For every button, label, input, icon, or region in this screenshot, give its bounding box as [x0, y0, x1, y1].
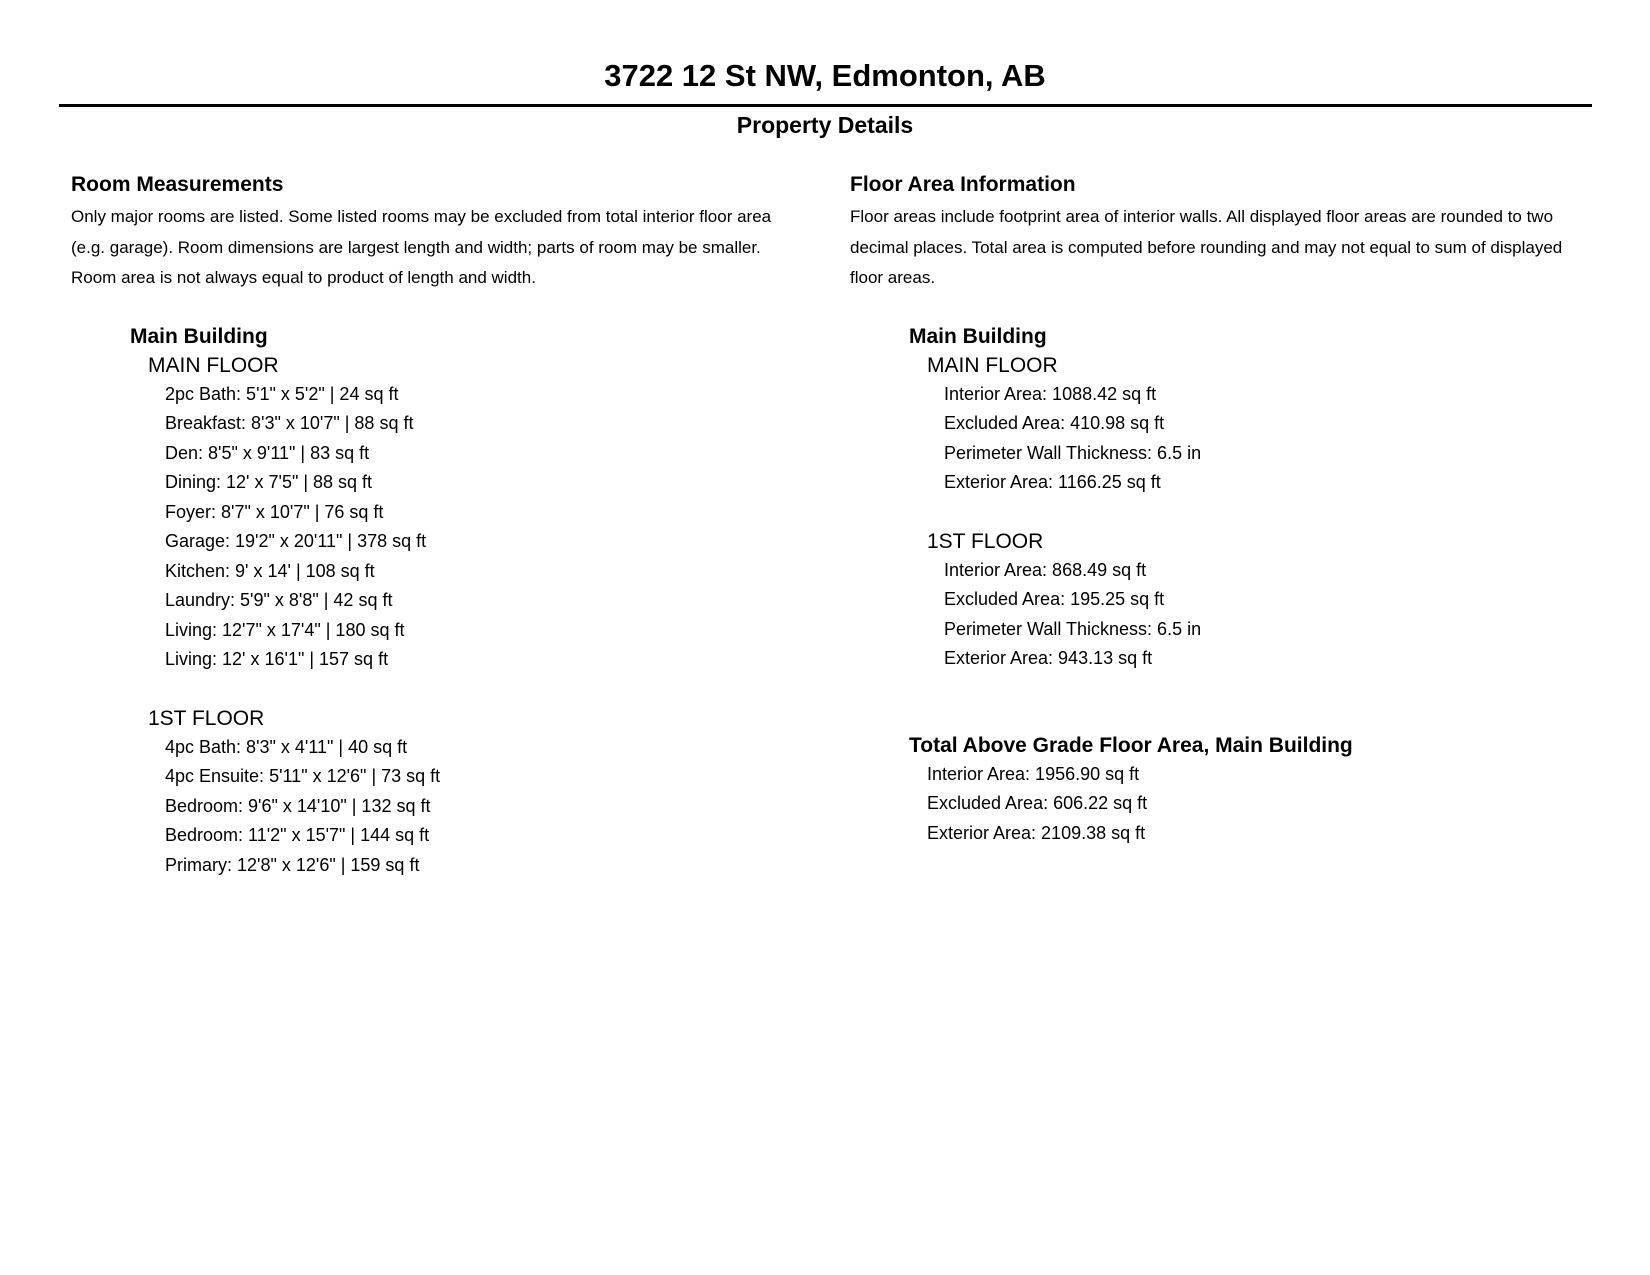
area-list-1st-floor — [850, 556, 1625, 674]
room-item: Dining: 12' x 7'5" | 88 sq ft — [165, 472, 373, 492]
note-line: floor areas. — [850, 268, 936, 287]
page-subtitle: Property Details — [736, 112, 914, 138]
total-area-list — [850, 760, 1625, 849]
title-divider — [59, 104, 1592, 107]
note-line: Floor areas include footprint area of interior walls. All displayed floor areas are rounded to two — [850, 207, 1554, 226]
room-list-1st-floor — [71, 733, 831, 881]
room-item: Kitchen: 9' x 14' | 108 sq ft — [165, 560, 375, 581]
area-item: Perimeter Wall Thickness: 6.5 in — [944, 618, 1202, 639]
area-item: Excluded Area: 195.25 sq ft — [944, 589, 1165, 609]
floor-heading-1st: 1ST FLOOR — [927, 529, 1044, 553]
room-item: 2pc Bath: 5'1" x 5'2" | 24 sq ft — [165, 383, 399, 404]
floor-heading-main: MAIN FLOOR — [927, 353, 1058, 377]
note-line: decimal places. Total area is computed before rounding and may not equal to sum of displayed — [850, 237, 1563, 257]
room-item: Den: 8'5" x 9'11" | 83 sq ft — [165, 442, 370, 463]
room-item: Bedroom: 11'2" x 15'7" | 144 sq ft — [165, 825, 430, 845]
area-item: Exterior Area: 1166.25 sq ft — [944, 472, 1161, 492]
total-area-item: Excluded Area: 606.22 sq ft — [927, 793, 1148, 813]
total-area-item: Interior Area: 1956.90 sq ft — [927, 763, 1140, 784]
area-item: Interior Area: 1088.42 sq ft — [944, 383, 1157, 404]
room-measurements-heading: Room Measurements — [71, 173, 284, 196]
area-item: Perimeter Wall Thickness: 6.5 in — [944, 442, 1202, 463]
total-area-heading: Total Above Grade Floor Area, Main Building — [909, 733, 1353, 757]
total-area-item: Exterior Area: 2109.38 sq ft — [927, 822, 1146, 843]
room-item: 4pc Bath: 8'3" x 4'11" | 40 sq ft — [165, 736, 408, 757]
area-item: Interior Area: 868.49 sq ft — [944, 559, 1147, 580]
floor-area-section — [850, 171, 1625, 848]
room-item: Living: 12'7" x 17'4" | 180 sq ft — [165, 619, 405, 640]
floor-area-heading: Floor Area Information — [850, 173, 1076, 196]
area-item: Excluded Area: 410.98 sq ft — [944, 413, 1165, 433]
room-item: Laundry: 5'9" x 8'8" | 42 sq ft — [165, 590, 393, 610]
page-title: 3722 12 St NW, Edmonton, AB — [604, 58, 1046, 93]
note-line: (e.g. garage). Room dimensions are largest length and width; parts of room may be smaller. — [71, 237, 761, 257]
floor-heading-1st: 1ST FLOOR — [148, 706, 265, 730]
building-heading: Main Building — [909, 324, 1047, 348]
room-item: Primary: 12'8" x 12'6" | 159 sq ft — [165, 854, 420, 875]
note-line: Room area is not always equal to product of length and width. — [71, 268, 536, 287]
note-line: Only major rooms are listed. Some listed rooms may be excluded from total interior floor area — [71, 207, 772, 226]
area-item: Exterior Area: 943.13 sq ft — [944, 648, 1153, 668]
room-item: Garage: 19'2" x 20'11" | 378 sq ft — [165, 531, 427, 551]
room-item: Bedroom: 9'6" x 14'10" | 132 sq ft — [165, 795, 431, 816]
floor-heading-main: MAIN FLOOR — [148, 353, 279, 377]
room-item: Breakfast: 8'3" x 10'7" | 88 sq ft — [165, 413, 414, 433]
room-item: Living: 12' x 16'1" | 157 sq ft — [165, 649, 389, 669]
room-list-main-floor — [71, 380, 831, 675]
room-item: Foyer: 8'7" x 10'7" | 76 sq ft — [165, 501, 384, 522]
room-item: 4pc Ensuite: 5'11" x 12'6" | 73 sq ft — [165, 766, 441, 786]
building-heading: Main Building — [130, 324, 268, 348]
room-measurements-note — [71, 202, 831, 294]
floor-area-note — [850, 202, 1625, 294]
room-measurements-section — [71, 171, 831, 880]
area-list-main-floor — [850, 380, 1625, 498]
